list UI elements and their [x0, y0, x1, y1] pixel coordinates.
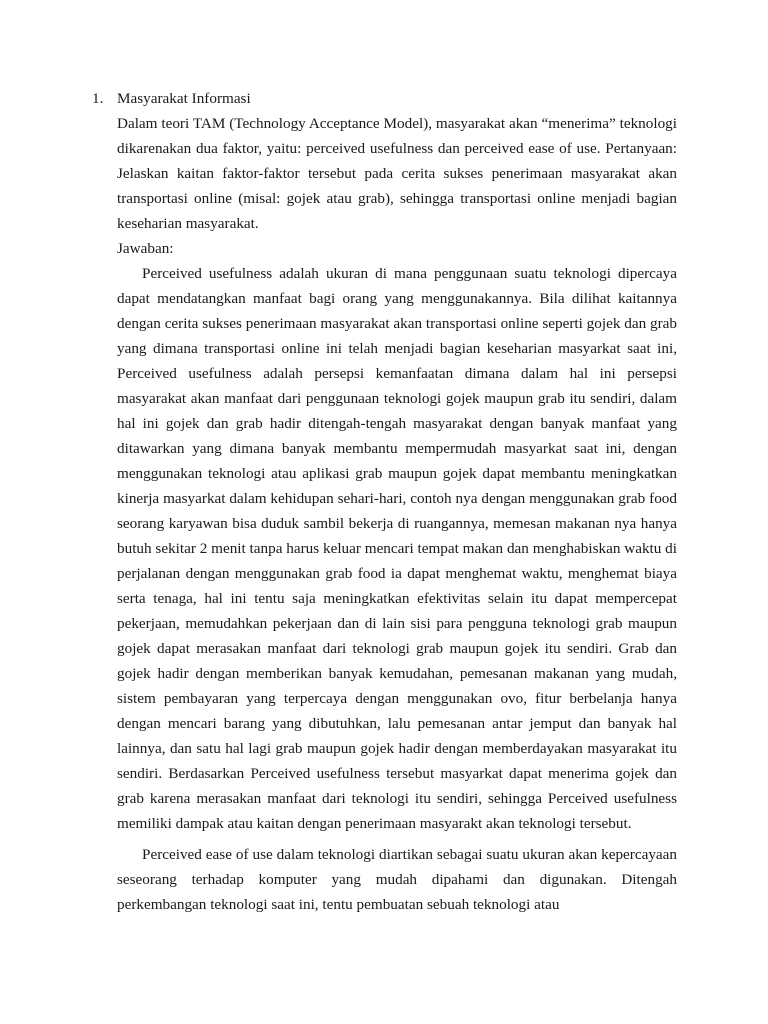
- item-title: Masyarakat Informasi: [117, 90, 251, 107]
- question-paragraph: Dalam teori TAM (Technology Acceptance Model), masyarakat akan “menerima” teknologi dikarenakan dua faktor, yaitu: perceived usefulness dan perceived ease of use. Pertanyaan: Jelaskan kaitan faktor-faktor tersebut pada cerita sukses penerimaan masyarakat akan transportasi online (misal: gojek atau grab), sehingga transportasi online menjadi bagian keseharian masyarakat.: [117, 115, 677, 232]
- item-number: 1.: [92, 90, 104, 107]
- answer-paragraph-perceived-usefulness: Perceived usefulness adalah ukuran di mana penggunaan suatu teknologi dipercaya dapat mendatangkan manfaat bagi orang yang menggunakannya. Bila dilihat kaitannya dengan cerita sukses penerimaan masyarakat akan transportasi online seperti gojek dan grab yang dimana transportasi online ini telah menjadi bagian keseharian masyarkat saat ini, Perceived usefulness adalah persepsi kemanfaatan dimana dalam hal ini persepsi masyarakat akan manfaat dari penggunaan teknologi gojek maupun grab itu sendiri, dalam hal ini gojek dan grab hadir ditengah-tengah masyarakat dengan banyak manfaat yang ditawarkan yang dimana banyak membantu mempermudah masyarkat saat ini, dengan menggunakan teknologi atau aplikasi grab maupun gojek dapat membantu meningkatkan kinerja masyarkat dalam kehidupan sehari-hari, contoh nya dengan menggunakan grab food seorang karyawan bisa duduk sambil bekerja di ruangannya, memesan makanan nya hanya butuh sekitar 2 menit tanpa harus keluar mencari tempat makan dan menghabiskan waktu di perjalanan dengan menggunakan grab food ia dapat menghemat waktu, menghemat biaya serta tenaga, hal ini tentu saja meningkatkan efektivitas selain itu dapat mempercepat pekerjaan, memudahkan pekerjaan dan di lain sisi para pengguna teknologi grab maupun gojek dapat merasakan manfaat dari teknologi grab maupun gojek itu sendiri. Grab dan gojek hadir dengan memberikan banyak kemudahan, pemesanan makanan yang mudah, sistem pembayaran yang terpercaya dengan menggunakan ovo, fitur berbelanja hanya dengan mencari barang yang dibutuhkan, lalu pemesanan antar jemput dan banyak hal lainnya, dan satu hal lagi grab maupun gojek hadir dengan memberdayakan masyarakat itu sendiri. Berdasarkan Perceived usefulness tersebut masyarkat dapat menerima gojek dan grab karena merasakan manfaat dari teknologi itu sendiri, sehingga Perceived usefulness memiliki dampak atau kaitan dengan penerimaan masyarakt akan teknologi tersebut.: [117, 265, 677, 832]
- answer-paragraph-perceived-ease-of-use: Perceived ease of use dalam teknologi diartikan sebagai suatu ukuran akan kepercayaan seseorang terhadap komputer yang mudah dipahami dan digunakan. Ditengah perkembangan teknologi saat ini, tentu pembuatan sebuah teknologi atau: [117, 846, 677, 913]
- numbered-item: [92, 86, 677, 917]
- item-body: [117, 86, 677, 917]
- answer-label: Jawaban:: [117, 240, 174, 257]
